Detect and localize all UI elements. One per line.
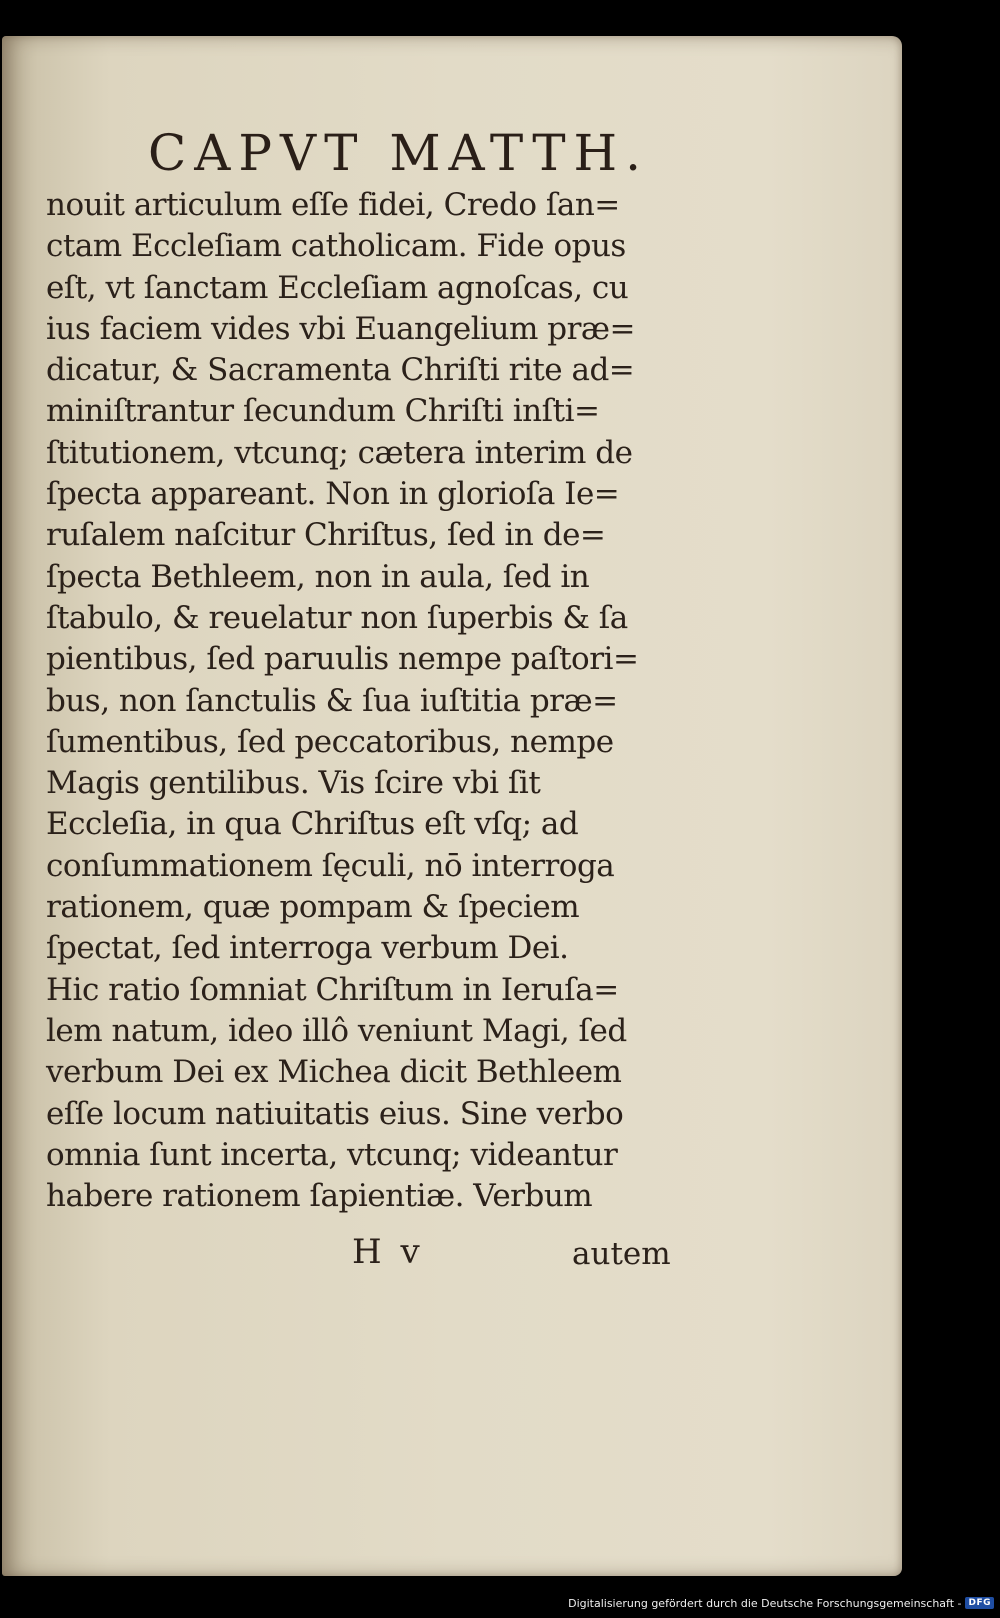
body-text <box>46 185 706 1217</box>
text-line: eſt, vt ſanctam Eccleſiam agnoſcas, cu <box>46 269 629 306</box>
signature-mark: H v <box>352 1232 424 1272</box>
dfg-logo-icon: DFG <box>965 1597 994 1609</box>
running-title: CAPVT MATTH. <box>148 124 650 182</box>
digitization-footer <box>568 1592 994 1614</box>
text-line: ius faciem vides vbi Euangelium præ= <box>46 310 636 347</box>
text-line: ſpecta appareant. Non in glorioſa Ie= <box>46 476 620 513</box>
text-line: ſpecta Bethleem, non in aula, ſed in <box>46 558 590 595</box>
text-line: ſtabulo, & reuelatur non ſuperbis & ſa <box>46 599 628 636</box>
text-line: verbum Dei ex Michea dicit Bethleem <box>46 1054 622 1091</box>
text-line: miniſtrantur ſecundum Chriſti inſti= <box>46 393 600 430</box>
text-line: pientibus, ſed paruulis nempe paſtori= <box>46 641 639 678</box>
text-line: ſtitutionem, vtcunq; cætera interim de <box>46 434 633 471</box>
text-line: conſummationem ſęculi, nō interroga <box>46 847 615 884</box>
text-line: habere rationem ſapientiæ. Verbum <box>46 1178 593 1215</box>
text-line: Eccleſia, in qua Chriſtus eſt vſq; ad <box>46 806 579 843</box>
text-line: omnia ſunt incerta, vtcunq; videantur <box>46 1136 618 1173</box>
footer-credit: Digitalisierung gefördert durch die Deutsche Forschungsgemeinschaft - <box>568 1596 962 1610</box>
text-line: dicatur, & Sacramenta Chriſti rite ad= <box>46 352 635 389</box>
text-line: Magis gentilibus. Vis ſcire vbi ſit <box>46 765 541 802</box>
text-line: lem natum, ideo illô veniunt Magi, ſed <box>46 1012 627 1049</box>
text-line: ſpectat, ſed interroga verbum Dei. <box>46 930 569 967</box>
text-line: ctam Eccleſiam catholicam. Fide opus <box>46 228 626 265</box>
text-line: eſſe locum natiuitatis eius. Sine verbo <box>46 1095 624 1132</box>
text-line: Hic ratio ſomniat Chriſtum in Ieruſa= <box>46 971 619 1008</box>
text-line: nouit articulum eſſe fidei, Credo ſan= <box>46 187 620 223</box>
text-line: bus, non ſanctulis & ſua iuſtitia præ= <box>46 682 618 719</box>
text-line: ſumentibus, ſed peccatoribus, nempe <box>46 723 614 760</box>
text-line: ruſalem naſcitur Chriſtus, ſed in de= <box>46 517 606 554</box>
text-line: rationem, quæ pompam & ſpeciem <box>46 889 580 926</box>
catchword: autem <box>572 1236 671 1272</box>
